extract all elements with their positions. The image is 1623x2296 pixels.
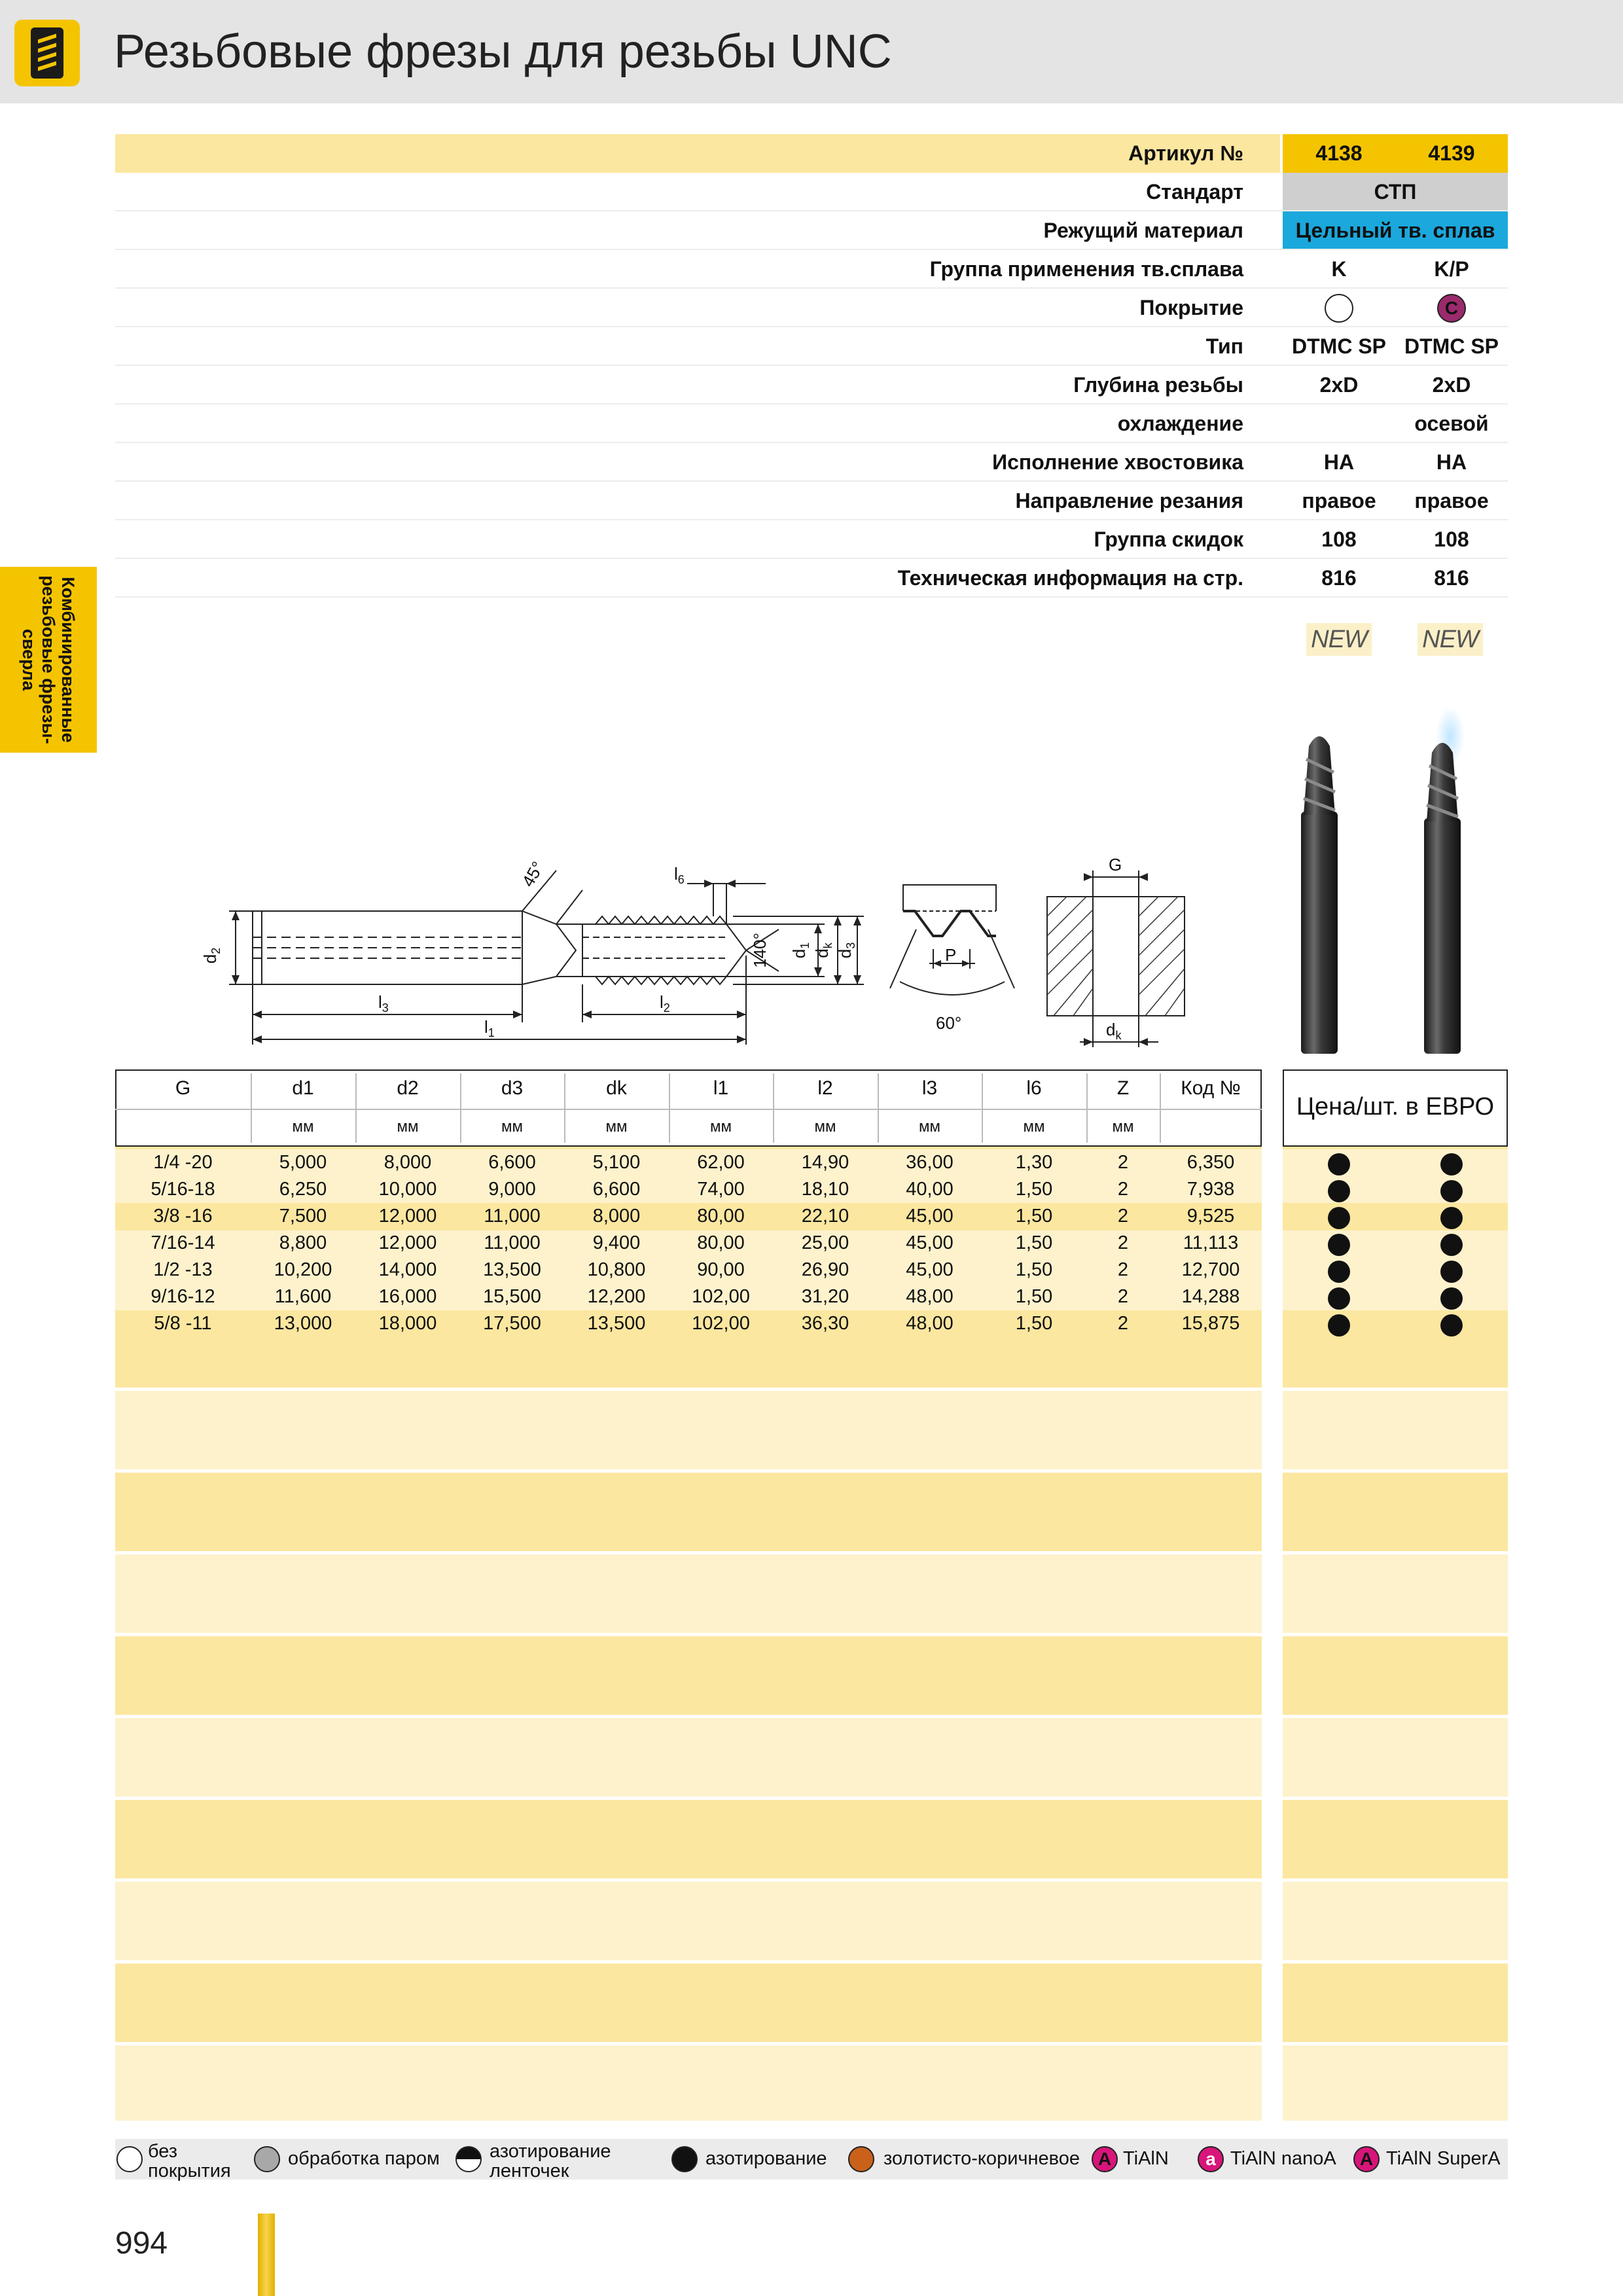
table-band	[115, 1554, 1262, 1633]
table-cell: 62,00	[697, 1152, 745, 1173]
table-band	[115, 1964, 1262, 2042]
availability-dot-icon	[1328, 1207, 1350, 1229]
hole-g-label: G	[1109, 855, 1122, 874]
table-cell: 36,30	[801, 1313, 849, 1334]
table-cell: 8,000	[592, 1206, 641, 1227]
spec-value	[1283, 404, 1395, 443]
table-cell: 12,000	[378, 1206, 437, 1227]
availability-dot-icon	[1440, 1234, 1463, 1256]
availability-dot-icon	[1328, 1180, 1350, 1202]
table-cell: 8,800	[279, 1232, 327, 1253]
nitrided-icon	[671, 2146, 698, 2172]
svg-text:l2	[660, 992, 670, 1014]
legend-label: TiAlN	[1123, 2148, 1169, 2169]
tialn-nanoa-icon: a	[1198, 2146, 1224, 2172]
table-cell: 11,113	[1183, 1232, 1239, 1253]
table-cell: 25,00	[801, 1232, 849, 1253]
table-cell: 11,000	[484, 1206, 541, 1227]
table-cell: 6,350	[1186, 1152, 1235, 1173]
tialn-supera-icon: A	[1353, 2146, 1380, 2172]
table-cell: 36,00	[906, 1152, 954, 1173]
table-cell: 14,000	[378, 1259, 437, 1280]
table-cell: 26,90	[801, 1259, 849, 1280]
column-header: l6	[1026, 1077, 1042, 1099]
table-cell: 10,800	[587, 1259, 646, 1280]
table-band	[1283, 1964, 1508, 2042]
table-band	[115, 1473, 1262, 1551]
column-header: dk	[606, 1077, 627, 1099]
table-band	[1283, 1473, 1508, 1551]
spec-value: правое	[1302, 489, 1376, 512]
spec-value: 4138	[1315, 141, 1363, 165]
column-unit: мм	[710, 1118, 732, 1136]
table-cell: 5/8 -11	[154, 1313, 212, 1334]
table-cell: 2	[1117, 1313, 1129, 1334]
spec-value: 816	[1434, 566, 1469, 590]
gold-brown-icon	[848, 2146, 874, 2172]
table-cell: 17,500	[483, 1313, 541, 1334]
table-cell: 12,200	[587, 1286, 646, 1307]
table-cell: 2	[1117, 1206, 1129, 1227]
table-cell: 74,00	[697, 1179, 745, 1200]
table-cell: 1,50	[1015, 1286, 1053, 1307]
svg-text:d1	[789, 942, 812, 958]
table-band	[1283, 2045, 1508, 2121]
table-cell: 1,50	[1015, 1206, 1053, 1227]
availability-dot-icon	[1328, 1261, 1350, 1283]
column-unit: мм	[292, 1118, 314, 1136]
table-cell: 6,600	[592, 1179, 641, 1200]
svg-text:l1	[484, 1017, 495, 1039]
table-cell: 18,10	[801, 1179, 849, 1200]
table-band	[115, 1882, 1262, 1960]
legend-label: ленточек	[490, 2161, 569, 2181]
table-cell: 1,30	[1015, 1152, 1053, 1173]
availability-dot-icon	[1328, 1314, 1350, 1336]
thread-pitch-label: P	[945, 945, 957, 965]
table-band	[115, 1391, 1262, 1469]
table-cell: 9,525	[1186, 1206, 1235, 1227]
table-cell: 9,400	[592, 1232, 641, 1253]
table-band	[1283, 1308, 1508, 1388]
column-header: l2	[817, 1077, 833, 1099]
dim-d3-label: d	[835, 948, 855, 959]
spec-row-label: Техническая информация на стр.	[897, 566, 1243, 590]
availability-dot-icon	[1440, 1287, 1463, 1310]
column-header: d2	[397, 1077, 419, 1099]
availability-dot-icon	[1328, 1234, 1350, 1256]
legend-label: азотирование	[705, 2148, 827, 2169]
dim-d1-label: d	[789, 948, 809, 959]
table-cell: 45,00	[906, 1259, 954, 1280]
spec-row-label: охлаждение	[1117, 412, 1243, 435]
page-number: 994	[115, 2226, 168, 2261]
svg-text:d2	[200, 948, 223, 963]
table-row-stripe	[1283, 1149, 1508, 1203]
table-cell: 1,50	[1015, 1259, 1053, 1280]
tool-photos	[1283, 707, 1508, 1060]
availability-dot-icon	[1440, 1180, 1463, 1202]
column-unit: мм	[1023, 1118, 1045, 1136]
table-cell: 2	[1117, 1286, 1129, 1307]
table-band	[115, 2045, 1262, 2121]
spec-row-label: Артикул №	[1128, 141, 1243, 165]
legend-label: TiAlN SuperA	[1386, 2148, 1501, 2169]
legend-label: покрытия	[148, 2161, 231, 2181]
spec-row-label: Глубина резьбы	[1073, 373, 1243, 397]
new-badge: NEW	[1306, 623, 1372, 656]
table-cell: 31,20	[801, 1286, 849, 1307]
table-header-divider	[115, 1109, 1262, 1110]
price-header: Цена/шт. в ЕВРО	[1283, 1069, 1508, 1147]
column-header: d1	[292, 1077, 314, 1099]
column-unit: мм	[919, 1118, 940, 1136]
spec-value: K/P	[1434, 257, 1469, 281]
dim-l3-sub: 3	[382, 1001, 389, 1014]
tool-4138-photo	[1301, 736, 1338, 1054]
dim-dk-label: d	[812, 948, 832, 958]
table-cell: 1,50	[1015, 1313, 1053, 1334]
side-tab-label: Комбинированные резьбовые фрезы-сверла	[19, 575, 78, 744]
column-header: d3	[501, 1077, 524, 1099]
spec-row-label: Исполнение хвостовика	[992, 450, 1243, 474]
table-cell: 9,000	[488, 1179, 536, 1200]
tool-drawing	[190, 851, 1230, 1054]
table-cell: 45,00	[906, 1206, 954, 1227]
dim-angle-140: 140°	[750, 933, 770, 968]
svg-text:l6	[674, 864, 685, 886]
column-unit: мм	[397, 1118, 419, 1136]
spec-span-value: СТП	[1374, 180, 1417, 204]
spec-value: HA	[1436, 450, 1467, 474]
thread-angle-label: 60°	[936, 1013, 962, 1033]
tialn-icon: A	[1092, 2146, 1118, 2172]
uncoated-icon	[116, 2146, 143, 2172]
column-unit: мм	[814, 1118, 836, 1136]
table-cell: 14,90	[801, 1152, 849, 1173]
table-band	[1283, 1800, 1508, 1878]
table-band	[1283, 1554, 1508, 1633]
table-cell: 2	[1117, 1179, 1129, 1200]
dim-d2-sub: 2	[209, 947, 223, 954]
table-cell: 5,100	[592, 1152, 641, 1173]
table-cell: 15,875	[1181, 1313, 1240, 1334]
spec-value: 108	[1434, 528, 1469, 551]
spec-value: правое	[1414, 489, 1489, 512]
column-header: Код №	[1181, 1077, 1241, 1099]
spec-value: DTMC SP	[1404, 334, 1499, 358]
spec-span-value: Цельный тв. сплав	[1295, 219, 1495, 242]
table-band	[1283, 1391, 1508, 1469]
dim-l2-label: l	[660, 992, 664, 1012]
dim-dk-sub: k	[821, 942, 834, 949]
dim-l6-label: l	[674, 864, 678, 884]
dim-angle-45: 45°	[518, 857, 548, 891]
table-cell: 7,500	[279, 1206, 327, 1227]
page-title: Резьбовые фрезы для резьбы UNC	[114, 26, 892, 78]
new-badge: NEW	[1418, 623, 1483, 656]
spec-value: DTMC SP	[1292, 334, 1386, 358]
table-cell: 18,000	[378, 1313, 437, 1334]
legend-label: азотирование	[490, 2141, 611, 2162]
spec-row-label: Тип	[1205, 334, 1243, 358]
table-band	[115, 1636, 1262, 1715]
table-cell: 8,000	[383, 1152, 432, 1173]
availability-dot-icon	[1440, 1207, 1463, 1229]
table-cell: 5/16-18	[151, 1179, 215, 1200]
table-cell: 40,00	[906, 1179, 954, 1200]
column-unit: мм	[605, 1118, 628, 1136]
dim-l1-label: l	[484, 1017, 488, 1037]
table-cell: 102,00	[692, 1286, 750, 1307]
spec-row-label: Стандарт	[1146, 180, 1243, 204]
table-cell: 12,000	[378, 1232, 437, 1253]
dim-d3-sub: 3	[844, 942, 857, 949]
table-cell: 12,700	[1181, 1259, 1240, 1280]
spec-value: осевой	[1414, 412, 1489, 435]
column-header: Z	[1116, 1077, 1130, 1099]
svg-text:dk	[812, 942, 834, 958]
svg-text:dk	[1106, 1020, 1122, 1042]
table-cell: 7,938	[1186, 1179, 1235, 1200]
steam-treated-icon	[254, 2146, 280, 2172]
spec-value: HA	[1323, 450, 1355, 474]
table-cell: 45,00	[906, 1232, 954, 1253]
spec-row-label: Режущий материал	[1043, 219, 1243, 242]
column-header: G	[175, 1077, 191, 1099]
availability-dot-icon	[1328, 1153, 1350, 1175]
table-cell: 2	[1117, 1232, 1129, 1253]
land-nitrided-icon	[455, 2146, 482, 2172]
table-cell: 90,00	[697, 1259, 745, 1280]
table-cell: 1/4 -20	[153, 1152, 213, 1173]
availability-dot-icon	[1328, 1287, 1350, 1310]
dim-l1-sub: 1	[488, 1026, 495, 1039]
spec-value: K	[1331, 257, 1347, 281]
tool-4139-photo	[1424, 707, 1465, 1054]
spec-value: 4139	[1428, 141, 1475, 165]
column-header: l3	[921, 1077, 938, 1099]
table-cell: 2	[1117, 1152, 1129, 1173]
spec-row-label: Группа применения тв.сплава	[929, 257, 1243, 281]
table-cell: 48,00	[906, 1313, 954, 1334]
table-cell: 13,500	[483, 1259, 541, 1280]
table-cell: 80,00	[697, 1232, 745, 1253]
table-cell: 2	[1117, 1259, 1129, 1280]
svg-text:l3	[378, 992, 389, 1014]
page-edge-bar	[258, 2214, 275, 2296]
table-cell: 102,00	[692, 1313, 750, 1334]
hole-dk-label: d	[1106, 1020, 1116, 1039]
table-cell: 13,500	[587, 1313, 646, 1334]
table-cell: 10,200	[274, 1259, 332, 1280]
availability-dot-icon	[1440, 1153, 1463, 1175]
availability-dot-icon	[1440, 1314, 1463, 1336]
table-band	[115, 1800, 1262, 1878]
table-cell: 13,000	[274, 1313, 332, 1334]
hole-dk-sub: k	[1115, 1029, 1122, 1042]
table-cell: 16,000	[378, 1286, 437, 1307]
thread-mill-icon	[14, 20, 80, 86]
column-unit: мм	[1112, 1118, 1134, 1136]
table-band	[1283, 1882, 1508, 1960]
table-cell: 1,50	[1015, 1179, 1053, 1200]
table-cell: 11,000	[484, 1232, 541, 1253]
coating-c-icon: C	[1437, 294, 1466, 323]
spec-value: 108	[1321, 528, 1357, 551]
table-cell: 7/16-14	[151, 1232, 215, 1253]
table-cell: 80,00	[697, 1206, 745, 1227]
spec-value: 2xD	[1432, 373, 1471, 397]
table-cell: 11,600	[274, 1286, 332, 1307]
dim-d1-sub: 1	[798, 942, 812, 949]
table-band	[1283, 1636, 1508, 1715]
table-band	[115, 1718, 1262, 1797]
coating-none-icon	[1325, 294, 1353, 323]
table-cell: 22,10	[801, 1206, 849, 1227]
table-row-stripe	[1283, 1230, 1508, 1310]
column-unit: мм	[501, 1118, 523, 1136]
table-cell: 3/8 -16	[153, 1206, 213, 1227]
dim-l3-label: l	[378, 992, 382, 1012]
spec-row-label: Группа скидок	[1094, 528, 1243, 551]
table-cell: 14,288	[1181, 1286, 1240, 1307]
legend-label: без	[148, 2141, 178, 2162]
table-cell: 48,00	[906, 1286, 954, 1307]
dim-d2-label: d	[200, 954, 220, 964]
column-header: l1	[713, 1077, 729, 1099]
table-cell: 10,000	[378, 1179, 437, 1200]
table-cell: 1,50	[1015, 1232, 1053, 1253]
spec-row-label: Направление резания	[1015, 489, 1243, 512]
svg-text:d3	[835, 942, 857, 958]
table-cell: 6,250	[279, 1179, 327, 1200]
table-cell: 6,600	[488, 1152, 536, 1173]
legend-label: TiAlN nanoA	[1230, 2148, 1336, 2169]
availability-dot-icon	[1440, 1261, 1463, 1283]
dim-l2-sub: 2	[663, 1001, 670, 1014]
table-cell: 15,500	[483, 1286, 541, 1307]
table-band	[1283, 1718, 1508, 1797]
table-cell: 1/2 -13	[153, 1259, 213, 1280]
dim-l6-sub: 6	[677, 873, 685, 886]
spec-row-label: Покрытие	[1139, 296, 1243, 319]
spec-value: 2xD	[1319, 373, 1359, 397]
spec-value: 816	[1321, 566, 1357, 590]
table-cell: 5,000	[279, 1152, 327, 1173]
table-cell: 9/16-12	[151, 1286, 215, 1307]
legend-label: золотисто-коричневое	[883, 2148, 1080, 2169]
legend-label: обработка паром	[288, 2148, 440, 2169]
